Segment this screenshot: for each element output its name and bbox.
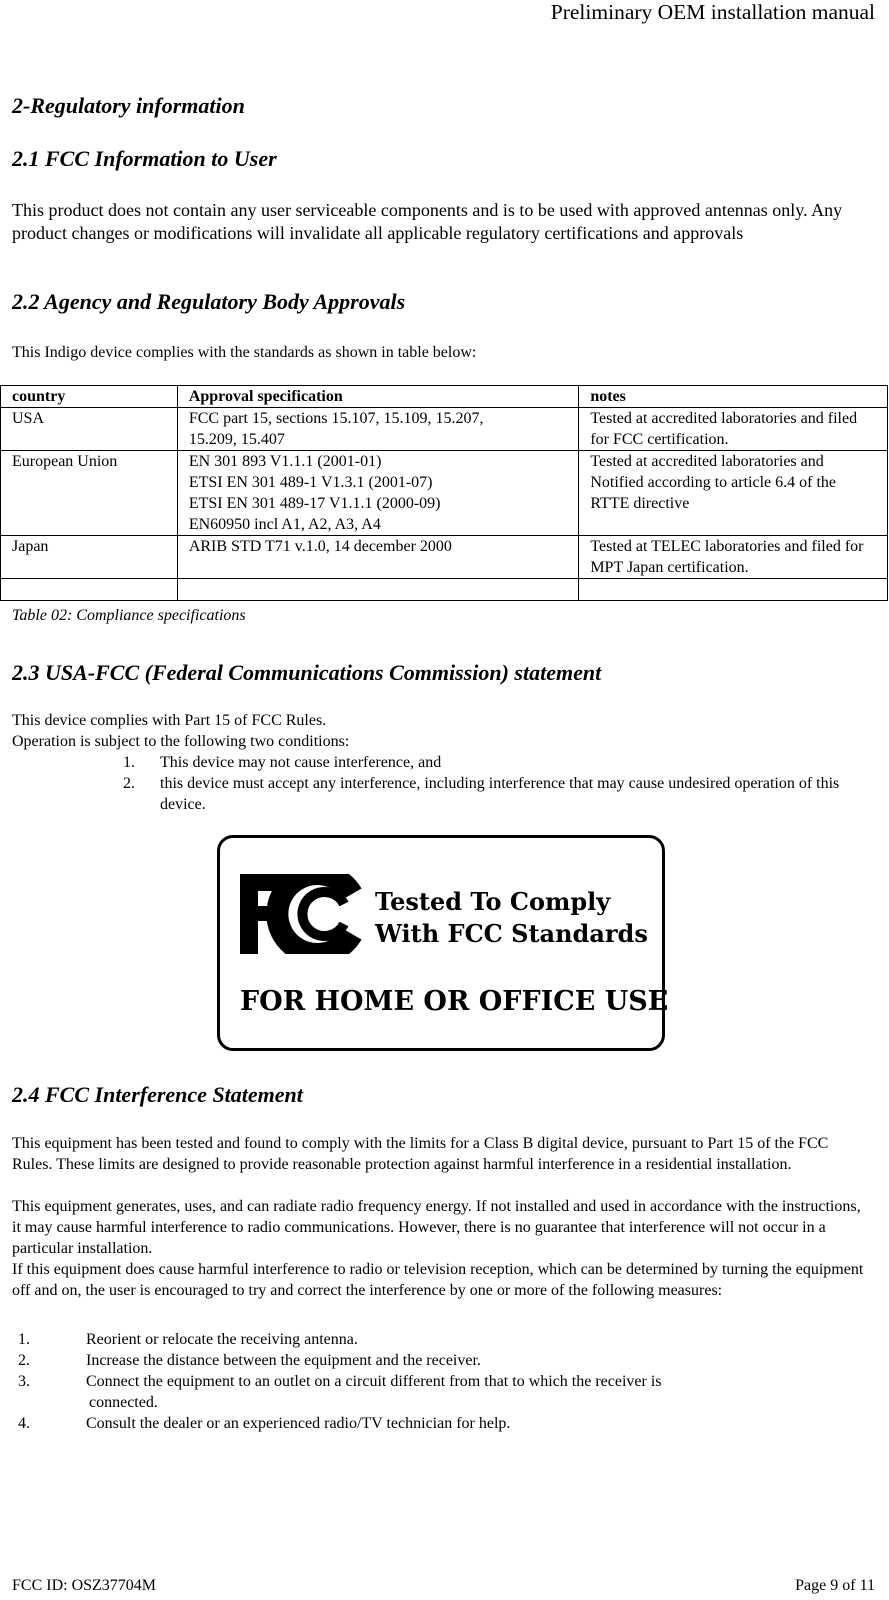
table-cell-spec [177, 536, 579, 579]
interference-paragraph-1: This equipment has been tested and found to comply with the limits for a Class B digital device, pursuant to Part 15 of the FCC Rules. These limits are designed to provide reasonable protection against harmful interference in a residential installation. [12, 1135, 829, 1173]
table-header-cell: Approval specification [177, 386, 579, 408]
spec-line: EN 301 893 V1.1.1 (2001-01) [188, 453, 382, 470]
list-item-text: Reorient or relocate the receiving antenna. [86, 1331, 358, 1348]
list-item-text: This device may not cause interference, and [160, 754, 442, 771]
table-cell-empty [1, 579, 178, 601]
spec-line: 15.209, 15.407 [188, 431, 285, 448]
list-item-text: Connect the equipment to an outlet on a circuit different from that to which the receiver is [86, 1373, 662, 1390]
section-usa-fcc-heading: 2.3 USA-FCC (Federal Communications Commission) statement [12, 660, 602, 685]
list-item-text: Consult the dealer or an experienced radio/TV technician for help. [86, 1415, 511, 1432]
footer-page-number: Page 9 of 11 [795, 1577, 875, 1594]
table-cell-country: European Union [1, 451, 178, 536]
list-item [18, 1329, 776, 1350]
table-cell-empty [177, 579, 579, 601]
table-cell-spec [177, 408, 579, 451]
table-cell-empty [579, 579, 888, 601]
table-cell-notes: Tested at TELEC laboratories and filed for MPT Japan certification. [579, 536, 888, 579]
compliance-table [0, 385, 888, 601]
section-agency-heading: 2.2 Agency and Regulatory Body Approvals [12, 289, 406, 314]
list-item-number: 3. [18, 1373, 30, 1390]
logo-line-2: With FCC Standards [375, 919, 648, 948]
list-item [18, 1413, 776, 1434]
interference-paragraph-2: This equipment generates, uses, and can radiate radio frequency energy. If not installed and used in accordance with the instructions, it may cause harmful interference to radio communications. However, there is no guarantee that interference will not occur in a particular installation. [12, 1198, 861, 1257]
table-header-cell: country [1, 386, 178, 408]
fcc-info-paragraph: This product does not contain any user serviceable components and is to be used with approved antennas only. Any product changes or modifications will invalidate all applicable regulatory certifications and approvals [12, 200, 843, 243]
table-row [1, 451, 888, 536]
table-caption: Table 02: Compliance specifications [12, 607, 246, 624]
list-item [123, 752, 840, 773]
list-item [18, 1371, 776, 1392]
interference-paragraph-3: If this equipment does cause harmful interference to radio or television reception, which can be determined by turning the equipment off and on, the user is encouraged to try and correct the interference by one or more of the following measures: [12, 1261, 864, 1299]
fcc-mark-icon [240, 874, 365, 954]
list-item-number: 2. [123, 775, 135, 792]
table-header-cell: notes [579, 386, 888, 408]
section-regulatory-heading: 2-Regulatory information [12, 93, 245, 118]
usa-fcc-line-1: This device complies with Part 15 of FCC Rules. [12, 712, 327, 729]
spec-line: FCC part 15, sections 15.107, 15.109, 15.207, [188, 410, 484, 427]
list-item-number: 1. [18, 1331, 30, 1348]
agency-paragraph: This Indigo device complies with the standards as shown in table below: [12, 344, 477, 361]
table-row [1, 536, 888, 579]
measures-list [18, 1329, 776, 1434]
list-item [123, 773, 840, 815]
logo-home-office-text: FOR HOME OR OFFICE USE [240, 986, 669, 1017]
section-interference-heading: 2.4 FCC Interference Statement [12, 1082, 303, 1107]
list-item-number: 1. [123, 754, 135, 771]
table-row [1, 408, 888, 451]
conditions-list [123, 752, 840, 815]
spec-line: EN60950 incl A1, A2, A3, A4 [188, 516, 381, 533]
spec-line: ARIB STD T71 v.1.0, 14 december 2000 [188, 538, 452, 555]
usa-fcc-line-2: Operation is subject to the following two conditions: [12, 733, 350, 750]
list-item-text: Increase the distance between the equipment and the receiver. [86, 1352, 481, 1369]
logo-line-1: Tested To Comply [375, 887, 611, 916]
spec-line: ETSI EN 301 489-1 V1.3.1 (2001-07) [188, 474, 433, 491]
list-item-text: this device must accept any interference, including interference that may cause undesired operation of this device. [160, 775, 840, 813]
list-item-number: 4. [18, 1415, 30, 1432]
table-cell-notes: Tested at accredited laboratories and Notified according to article 6.4 of the RTTE directive [579, 451, 888, 536]
header-title: Preliminary OEM installation manual [550, 0, 875, 24]
list-item-continuation: connected. [89, 1394, 158, 1411]
spec-line: ETSI EN 301 489-17 V1.1.1 (2000-09) [188, 495, 441, 512]
table-cell-country: USA [1, 408, 178, 451]
footer-fcc-id: FCC ID: OSZ37704M [12, 1577, 157, 1594]
list-item [18, 1350, 776, 1371]
table-header-row [1, 386, 888, 408]
table-cell-country: Japan [1, 536, 178, 579]
fcc-compliance-logo [217, 835, 669, 1051]
table-cell-spec [177, 451, 579, 536]
section-fcc-info-heading: 2.1 FCC Information to User [12, 146, 277, 171]
logo-tested-text [375, 886, 648, 950]
list-item-number: 2. [18, 1352, 30, 1369]
table-cell-notes: Tested at accredited laboratories and filed for FCC certification. [579, 408, 888, 451]
table-row-empty [1, 579, 888, 601]
